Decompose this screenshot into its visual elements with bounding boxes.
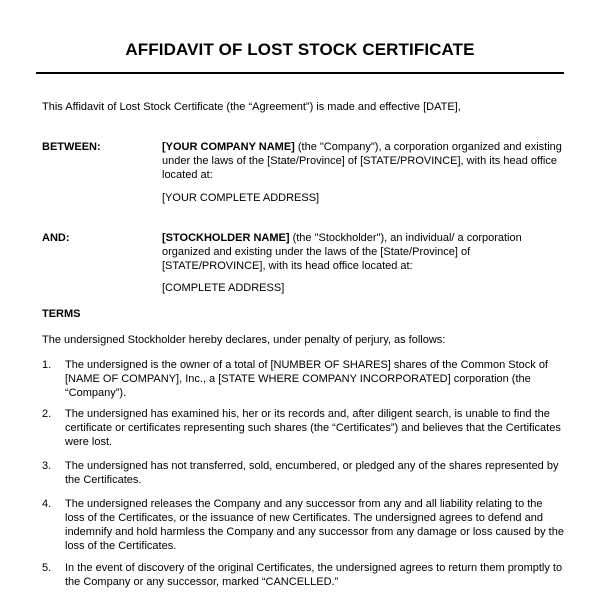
title-underline [36, 72, 564, 74]
between-party-address: [YOUR COMPLETE ADDRESS] [162, 192, 320, 204]
and-party-description: (the "Stockholder"), an individual/ a corporation organized and existing under the laws of the [State/Province] of [STATE/PROVINCE], with its head office located at: [162, 232, 522, 272]
between-party-block [162, 140, 562, 182]
intro-paragraph: This Affidavit of Lost Stock Certificate (the “Agreement”) is made and effective [DATE], [42, 101, 461, 113]
and-label: AND: [42, 232, 70, 244]
terms-heading: TERMS [42, 308, 81, 320]
list-item-text: The undersigned is the owner of a total of [NUMBER OF SHARES] shares of the Common Stock of [NAME OF COMPANY], Inc., a [STATE WHERE COMPANY INCORPORATED] corporation (the “Company”). [65, 359, 548, 399]
list-item-number: 2. [42, 408, 52, 420]
list-item-text: The undersigned has not transferred, sold, encumbered, or pledged any of the shares represented by the Certificates. [65, 460, 559, 486]
list-item-text: In the event of discovery of the original Certificates, the undersigned agrees to return them promptly to the Company or any successor, marked “CANCELLED.” [65, 562, 563, 588]
list-item-text: The undersigned has examined his, her or its records and, after diligent search, is unable to find the certificate or certificates representing such shares (the “Certificates”) and believes that the Certificates were lost. [65, 408, 561, 448]
list-item-number: 4. [42, 498, 52, 510]
between-party-description: (the "Company"), a corporation organized and existing under the laws of the [State/Province] of [STATE/PROVINCE], with its head office located at: [162, 141, 562, 181]
and-party-name: [STOCKHOLDER NAME] [162, 232, 290, 244]
between-party-name: [YOUR COMPANY NAME] [162, 141, 295, 153]
list-item-number: 5. [42, 562, 52, 574]
list-item-text: The undersigned releases the Company and any successor from any and all liability relating to the loss of the Certificates, or the issuance of new Certificates. The undersigned agrees to defend and indemnify and hold harmless the Company and any successor from any damage or loss caused by the loss of the Certificates. [65, 498, 564, 552]
list-item-number: 1. [42, 359, 52, 371]
list-item-number: 3. [42, 460, 52, 472]
declaration-paragraph: The undersigned Stockholder hereby declares, under penalty of perjury, as follows: [42, 334, 446, 346]
and-party-block [162, 231, 562, 273]
and-party-address: [COMPLETE ADDRESS] [162, 282, 285, 294]
between-label: BETWEEN: [42, 141, 101, 153]
document-title: AFFIDAVIT OF LOST STOCK CERTIFICATE [125, 40, 475, 59]
